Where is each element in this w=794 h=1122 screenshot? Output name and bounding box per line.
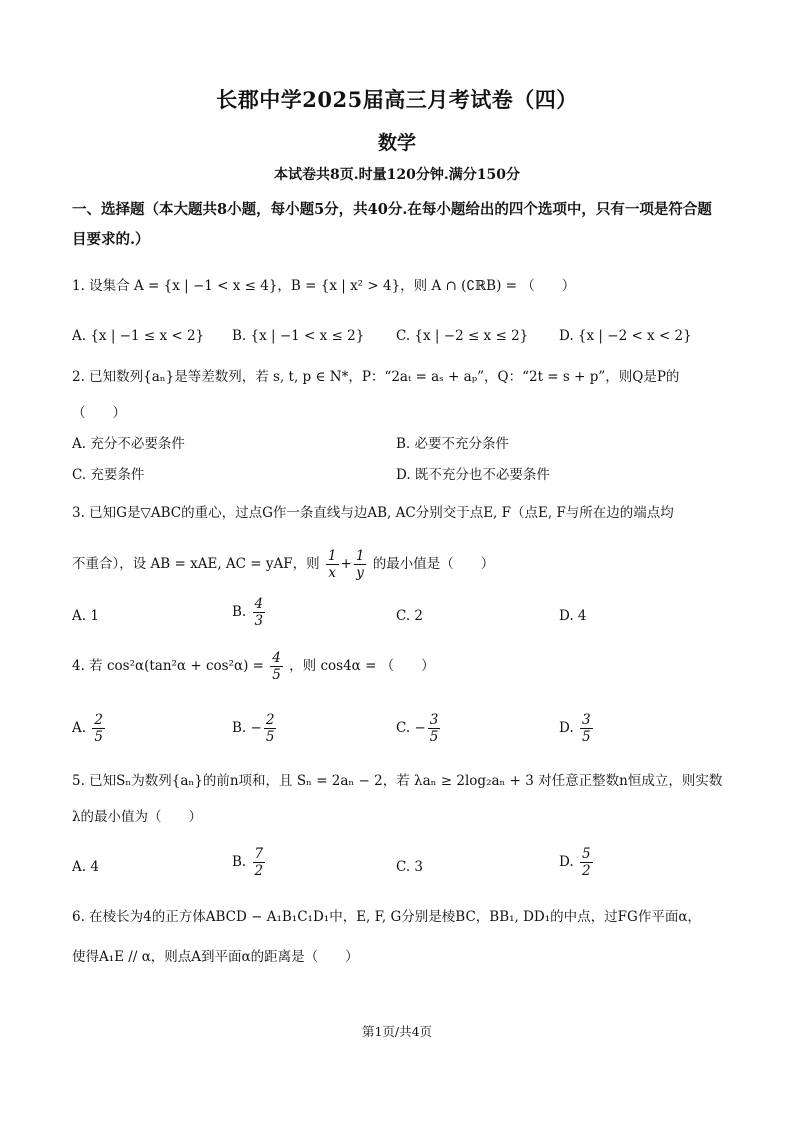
question-4-option-d-num: 3 (581, 712, 591, 728)
question-3-option-b (232, 596, 267, 629)
question-2-option-a: A. 充分不必要条件 (72, 436, 185, 452)
question-4-option-d-den: 5 (581, 729, 591, 745)
question-3-stem-part-b: 的最小值是（ ） (372, 556, 495, 572)
question-5-option-b-num: 7 (254, 846, 264, 862)
question-5-option-d-num: 5 (581, 846, 591, 862)
question-3-frac-b-num: 1 (355, 548, 365, 564)
question-1-option-d: D. {x | −2 < x < 2} (559, 328, 692, 344)
question-4-fraction (270, 650, 283, 683)
question-2-stem: 2. 已知数列{aₙ}是等差数列，若 s, t, p ∈ N*，P：“2aₜ = aₛ + aₚ”，Q：“2t = s + p”，则Q是P的 (72, 369, 680, 385)
question-4-option-d-prefix: D. (559, 720, 574, 736)
question-3-stem: 3. 已知G是▽ABC的重心，过点G作一条直线与边AB, AC分别交于点E, F（点E, F与所在边的端点均 (72, 505, 674, 521)
question-3-option-b-prefix: B. (232, 604, 247, 620)
question-3-option-b-num: 4 (254, 596, 264, 612)
question-4-frac-den: 5 (272, 667, 281, 683)
question-3-stem-cont: 不重合），设 AB = xAE, AC = yAF，则 $\frac{1}{x}$ + $\frac{1}{y}$ 的最小值是（ ） (72, 548, 495, 581)
question-4-frac-num: 4 (272, 650, 281, 666)
question-5-option-b-fraction (253, 846, 266, 879)
exam-info: 本试卷共8页.时量120分钟.满分150分 (274, 167, 520, 183)
question-4-option-d-fraction (580, 712, 593, 745)
question-4-stem (72, 648, 727, 684)
question-1-stem: 1. 设集合 A = {x | −1 < x ≤ 4}，B = {x | x² > 4}，则 A ∩ (∁ℝB) = （ ） (72, 278, 576, 294)
question-3-fraction-1-over-x (326, 548, 339, 581)
question-1-option-b: B. {x | −1 < x ≤ 2} (232, 328, 365, 344)
section-heading: 一、选择题（本大题共8小题，每小题5分，共40分.在每小题给出的四个选项中，只有一项是符合题目要求的.） (72, 201, 712, 248)
question-6-stem-cont: 使得A₁E // α，则点A到平面α的距离是（ ） (72, 949, 359, 965)
question-5-stem: 5. 已知Sₙ为数列{aₙ}的前n项和，且 Sₙ = 2aₙ − 2，若 λaₙ ≥ 2log₂aₙ + 3 对任意正整数n恒成立，则实数 (72, 773, 723, 789)
question-3-option-b-den: 3 (254, 613, 264, 629)
question-5-stem-cont: λ的最小值为（ ） (72, 809, 203, 825)
question-4-option-d (559, 712, 595, 745)
question-3-option-c: C. 2 (396, 608, 424, 624)
question-4-option-c-num: 3 (429, 712, 439, 728)
question-3-fraction-1-over-y (354, 548, 367, 581)
page-footer: 第1页/共4页 (361, 1024, 433, 1039)
question-4-option-c-fraction (428, 712, 441, 745)
question-3-frac-b-den: y (356, 565, 364, 581)
question-4-option-c-prefix: C. (396, 720, 411, 736)
question-1-option-a: A. {x | −1 ≤ x < 2} (72, 328, 205, 344)
question-2-stem-cont: （ ） (72, 405, 126, 421)
question-5-option-d-prefix: D. (559, 854, 574, 870)
question-4-option-c-den: 5 (429, 729, 439, 745)
question-4-option-a-fraction (92, 712, 105, 745)
exam-subject: 数学 (377, 132, 416, 154)
question-4-option-b-prefix: B. (232, 720, 247, 736)
question-4-option-b-num: 2 (265, 712, 275, 728)
question-4-stem-part-b: ，则 cos4α = （ ） (289, 658, 435, 674)
question-4-option-a-prefix: A. (72, 720, 87, 736)
question-4-stem-part-a: 4. 若 cos²α(tan²α + cos²α) = (72, 658, 264, 674)
question-4-option-b (232, 712, 278, 745)
question-3-option-a: A. 1 (72, 608, 99, 624)
question-2-option-b: B. 必要不充分条件 (396, 436, 510, 452)
question-5-option-b-den: 2 (254, 863, 264, 879)
question-5-option-b-prefix: B. (232, 854, 247, 870)
question-3-frac-a-den: x (328, 565, 337, 581)
question-3-option-b-fraction (253, 596, 266, 629)
question-4-option-a (72, 712, 107, 745)
question-5-option-b (232, 846, 267, 879)
exam-title: 长郡中学2025届高三月考试卷（四） (216, 87, 578, 112)
question-4-option-a-den: 5 (94, 729, 103, 745)
question-5-option-d-den: 2 (581, 863, 591, 879)
question-3-stem-part-a: 不重合），设 AB = xAE, AC = yAF，则 (72, 556, 320, 572)
question-5-option-c: C. 3 (396, 859, 424, 875)
question-3-option-d: D. 4 (559, 608, 587, 624)
question-4-option-c (396, 712, 442, 745)
question-5-option-d (559, 846, 595, 879)
question-4-option-b-den: 5 (265, 729, 275, 745)
question-5-option-a: A. 4 (72, 859, 99, 875)
question-4-option-b-fraction (264, 712, 277, 745)
question-2-option-c: C. 充要条件 (72, 467, 145, 483)
question-5-option-d-fraction (580, 846, 593, 879)
question-4-option-c-sign: − (414, 720, 426, 736)
question-2-option-d: D. 既不充分也不必要条件 (396, 467, 550, 483)
question-3-frac-a-num: 1 (327, 548, 337, 564)
question-6-stem: 6. 在棱长为4的正方体ABCD − A₁B₁C₁D₁中，E, F, G分别是棱BC，BB₁, DD₁的中点，过FG作平面α， (72, 909, 701, 925)
question-4-option-a-num: 2 (94, 712, 103, 728)
question-4-option-b-sign: − (250, 720, 262, 736)
question-1-option-c: C. {x | −2 ≤ x ≤ 2} (396, 328, 529, 344)
